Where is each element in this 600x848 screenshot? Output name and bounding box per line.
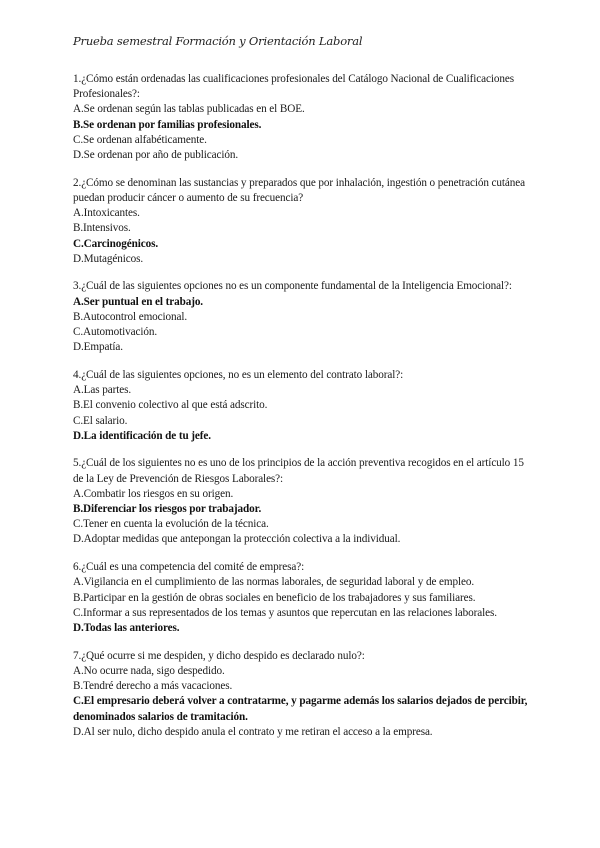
option-b: B.Autocontrol emocional.	[73, 310, 188, 323]
question-text: 1.¿Cómo están ordenadas las cualificaciones profesionales del Catálogo Nacional de Cualificaciones Profesionales?:	[73, 73, 514, 101]
option-d: D.Mutagénicos.	[73, 252, 144, 265]
option-d-correct: D.Todas las anteriores.	[73, 622, 180, 634]
question-text: 3.¿Cuál de las siguientes opciones no es un componente fundamental de la Inteligencia Emocional?:	[73, 280, 512, 293]
option-c-correct: C.Carcinogénicos.	[73, 237, 159, 250]
question-text: 4.¿Cuál de las siguientes opciones, no es un elemento del contrato laboral?:	[73, 368, 404, 381]
option-b-correct: B.Diferenciar los riesgos por trabajador.	[73, 503, 262, 516]
option-b: B.Participar en la gestión de obras sociales en beneficio de los trabajadores y sus familiares.	[73, 591, 476, 604]
question-text: 2.¿Cómo se denominan las sustancias y preparados que por inhalación, ingestión o penetración cutánea puedan producir cáncer o aumento de su frecuencia?	[73, 176, 525, 204]
option-a: A.Combatir los riesgos en su origen.	[73, 487, 234, 500]
question-2	[73, 176, 530, 267]
option-b: B.Intensivos.	[73, 222, 131, 235]
option-c-correct: C.El empresario deberá volver a contratarme, y pagarme además los salarios dejados de percibir, denominados salarios de tramitación.	[73, 695, 528, 723]
document-title: Prueba semestral Formación y Orientación Laboral	[73, 34, 363, 48]
option-c: C.Informar a sus representados de los temas y asuntos que repercutan en las relaciones laborales.	[73, 606, 497, 619]
option-c: C.Se ordenan alfabéticamente.	[73, 133, 207, 146]
option-d: D.Al ser nulo, dicho despido anula el contrato y me retiran el acceso a la empresa.	[73, 725, 433, 738]
option-b: B.Tendré derecho a más vacaciones.	[73, 680, 233, 693]
question-text: 7.¿Qué ocurre si me despiden, y dicho despido es declarado nulo?:	[73, 649, 365, 662]
question-1	[73, 72, 530, 163]
question-4	[73, 368, 530, 444]
option-c: C.Automotivación.	[73, 326, 158, 339]
option-a: A.Se ordenan según las tablas publicadas en el BOE.	[73, 103, 305, 116]
option-c: C.Tener en cuenta la evolución de la técnica.	[73, 518, 269, 531]
option-b-correct: B.Se ordenan por familias profesionales.	[73, 118, 262, 131]
option-d: D.Se ordenan por año de publicación.	[73, 149, 239, 162]
option-a: A.No ocurre nada, sigo despedido.	[73, 664, 225, 677]
question-text: 5.¿Cuál de los siguientes no es uno de los principios de la acción preventiva recogidos en el artículo 15 de la Ley de Prevención de Riesgos Laborales?:	[73, 457, 524, 485]
option-a: A.Intoxicantes.	[73, 207, 140, 220]
option-c: C.El salario.	[73, 414, 128, 427]
option-d-correct: D.La identificación de tu jefe.	[73, 429, 211, 442]
option-b: B.El convenio colectivo al que está adscrito.	[73, 399, 268, 412]
question-5	[73, 456, 530, 547]
option-d: D.Empatía.	[73, 341, 123, 354]
option-a: A.Vigilancia en el cumplimiento de las normas laborales, de seguridad laboral y de empleo.	[73, 576, 475, 589]
question-6	[73, 560, 530, 636]
question-7	[73, 649, 530, 740]
option-a: A.Las partes.	[73, 384, 132, 397]
question-3	[73, 279, 530, 355]
option-d: D.Adoptar medidas que antepongan la protección colectiva a la individual.	[73, 533, 401, 546]
question-text: 6.¿Cuál es una competencia del comité de empresa?:	[73, 561, 305, 574]
option-a-correct: A.Ser puntual en el trabajo.	[73, 295, 204, 308]
